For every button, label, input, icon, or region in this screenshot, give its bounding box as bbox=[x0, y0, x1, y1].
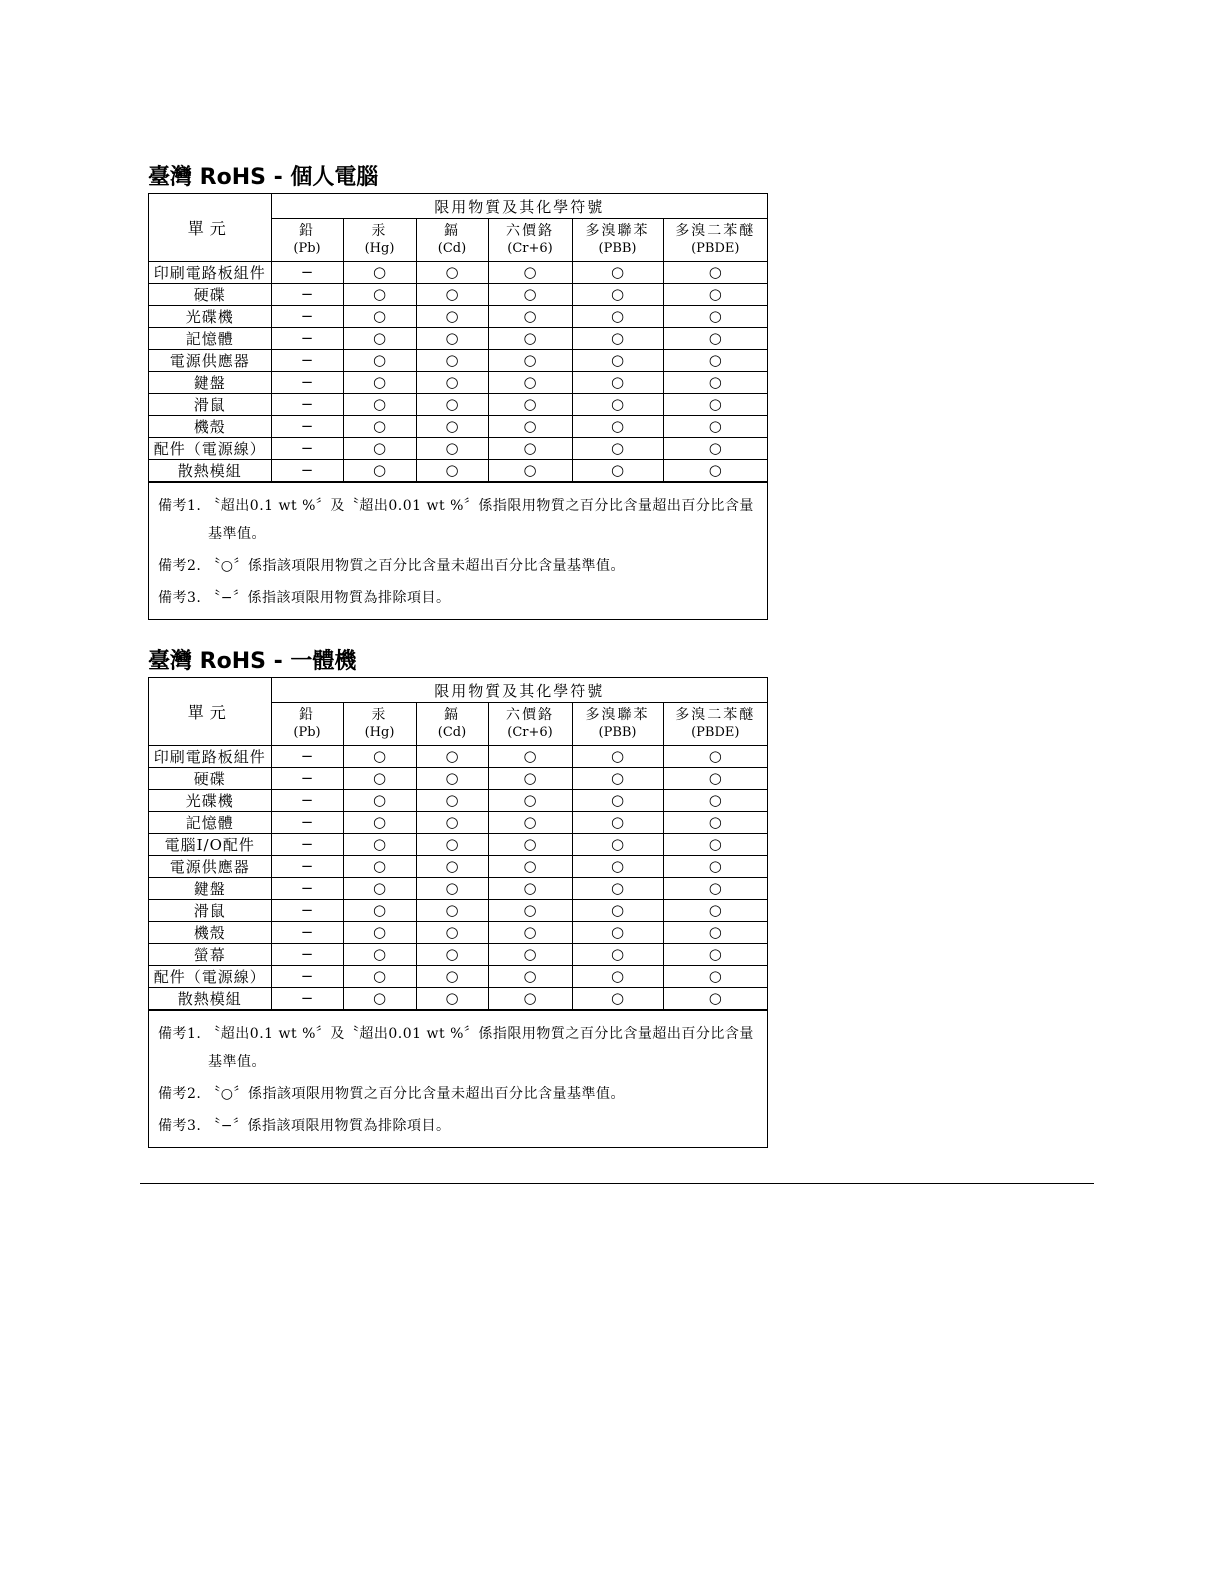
note-2: 備考2. 〝○〞係指該項限用物質之百分比含量未超出百分比含量基準值。 bbox=[158, 558, 626, 574]
substance-mark-cell: ○ bbox=[572, 394, 663, 416]
substance-mark-cell: ○ bbox=[343, 438, 416, 460]
component-cell: 印刷電路板組件 bbox=[149, 262, 271, 284]
substance-mark-cell: ○ bbox=[343, 856, 416, 878]
table-row bbox=[149, 878, 767, 900]
substance-mark-cell: ○ bbox=[663, 394, 767, 416]
substance-mark-cell: ○ bbox=[488, 790, 572, 812]
section-title: 臺灣 RoHS - 一體機 bbox=[148, 649, 357, 674]
component-cell: 螢幕 bbox=[149, 944, 271, 966]
component-cell: 配件（電源線） bbox=[149, 438, 271, 460]
substance-mark-cell: ○ bbox=[663, 328, 767, 350]
substance-mark-cell: ○ bbox=[572, 900, 663, 922]
substance-mark-cell: ○ bbox=[416, 922, 488, 944]
substance-mark-cell: ○ bbox=[343, 394, 416, 416]
substance-mark-cell: ○ bbox=[663, 988, 767, 1010]
note-1-text: 備考1. 〝超出0.1 wt %〞及〝超出0.01 wt %〞係指限用物質之百分比含量超出百分比含量 bbox=[158, 498, 754, 514]
component-cell: 硬碟 bbox=[149, 768, 271, 790]
table-row bbox=[149, 262, 767, 284]
table-row bbox=[149, 812, 767, 834]
substance-mark-cell: − bbox=[271, 878, 343, 900]
substance-mark-cell: ○ bbox=[488, 416, 572, 438]
substance-mark-cell: ○ bbox=[488, 438, 572, 460]
substance-name: 六價鉻 bbox=[506, 707, 554, 723]
component-cell: 散熱模組 bbox=[149, 988, 271, 1010]
substance-column-header bbox=[663, 703, 767, 746]
substance-mark-cell: ○ bbox=[488, 328, 572, 350]
component-cell: 散熱模組 bbox=[149, 460, 271, 482]
rohs-table bbox=[149, 678, 767, 1010]
substance-mark-cell: ○ bbox=[416, 856, 488, 878]
substance-mark-cell: ○ bbox=[343, 922, 416, 944]
substance-mark-cell: ○ bbox=[343, 944, 416, 966]
substance-mark-cell: ○ bbox=[572, 856, 663, 878]
substance-mark-cell: − bbox=[271, 372, 343, 394]
substance-mark-cell: − bbox=[271, 746, 343, 768]
substance-mark-cell: ○ bbox=[572, 834, 663, 856]
substance-mark-cell: ○ bbox=[416, 812, 488, 834]
substance-mark-cell: ○ bbox=[663, 306, 767, 328]
substance-symbol: (Cd) bbox=[437, 725, 467, 740]
substance-mark-cell: ○ bbox=[343, 746, 416, 768]
substance-symbol: (PBB) bbox=[598, 725, 637, 740]
substance-mark-cell: ○ bbox=[572, 306, 663, 328]
substance-column-header bbox=[343, 219, 416, 262]
table-row bbox=[149, 922, 767, 944]
substance-mark-cell: ○ bbox=[572, 878, 663, 900]
substance-name: 多溴二苯醚 bbox=[675, 223, 756, 239]
substance-mark-cell: ○ bbox=[343, 372, 416, 394]
substance-mark-cell: ○ bbox=[663, 746, 767, 768]
substance-mark-cell: ○ bbox=[488, 306, 572, 328]
substance-mark-cell: ○ bbox=[343, 900, 416, 922]
substance-mark-cell: ○ bbox=[416, 394, 488, 416]
component-cell: 電源供應器 bbox=[149, 350, 271, 372]
substance-mark-cell: ○ bbox=[488, 350, 572, 372]
substance-mark-cell: ○ bbox=[572, 790, 663, 812]
substance-column-header bbox=[572, 219, 663, 262]
substance-mark-cell: ○ bbox=[572, 284, 663, 306]
substance-mark-cell: ○ bbox=[572, 812, 663, 834]
substance-mark-cell: ○ bbox=[663, 790, 767, 812]
component-cell: 光碟機 bbox=[149, 790, 271, 812]
substance-mark-cell: ○ bbox=[343, 416, 416, 438]
substance-mark-cell: ○ bbox=[663, 856, 767, 878]
substance-symbol: (Pb) bbox=[293, 725, 321, 740]
substance-mark-cell: ○ bbox=[572, 438, 663, 460]
substance-mark-cell: ○ bbox=[488, 966, 572, 988]
substance-mark-cell: ○ bbox=[416, 900, 488, 922]
substance-mark-cell: ○ bbox=[663, 922, 767, 944]
substance-mark-cell: ○ bbox=[572, 922, 663, 944]
substance-mark-cell: ○ bbox=[663, 416, 767, 438]
component-cell: 鍵盤 bbox=[149, 372, 271, 394]
substance-mark-cell: − bbox=[271, 922, 343, 944]
substance-mark-cell: ○ bbox=[416, 460, 488, 482]
substance-mark-cell: − bbox=[271, 768, 343, 790]
component-cell: 印刷電路板組件 bbox=[149, 746, 271, 768]
substance-mark-cell: ○ bbox=[663, 768, 767, 790]
substance-column-header bbox=[416, 703, 488, 746]
component-cell: 配件（電源線） bbox=[149, 966, 271, 988]
substance-mark-cell: ○ bbox=[343, 790, 416, 812]
substance-mark-cell: ○ bbox=[488, 394, 572, 416]
substance-mark-cell: ○ bbox=[343, 768, 416, 790]
substance-mark-cell: ○ bbox=[488, 944, 572, 966]
table-row bbox=[149, 460, 767, 482]
table-row bbox=[149, 306, 767, 328]
substance-symbol: (Cd) bbox=[437, 241, 467, 256]
note-2: 備考2. 〝○〞係指該項限用物質之百分比含量未超出百分比含量基準值。 bbox=[158, 1086, 626, 1102]
unit-header: 單元 bbox=[149, 194, 271, 262]
substance-column-header bbox=[663, 219, 767, 262]
table-row bbox=[149, 328, 767, 350]
substance-mark-cell: ○ bbox=[343, 988, 416, 1010]
substance-mark-cell: ○ bbox=[572, 262, 663, 284]
substance-symbol: (PBDE) bbox=[691, 725, 740, 740]
table-row bbox=[149, 284, 767, 306]
substance-mark-cell: ○ bbox=[663, 834, 767, 856]
substance-mark-cell: ○ bbox=[343, 834, 416, 856]
substance-mark-cell: ○ bbox=[572, 988, 663, 1010]
section-title: 臺灣 RoHS - 個人電腦 bbox=[148, 165, 379, 190]
substance-mark-cell: − bbox=[271, 284, 343, 306]
substance-mark-cell: ○ bbox=[663, 460, 767, 482]
rohs-table-box bbox=[148, 193, 768, 620]
substance-mark-cell: − bbox=[271, 306, 343, 328]
note-1-continued: 基準值。 bbox=[208, 1054, 266, 1070]
component-cell: 鍵盤 bbox=[149, 878, 271, 900]
note-3: 備考3. 〝−〞係指該項限用物質為排除項目。 bbox=[158, 590, 451, 606]
substance-mark-cell: ○ bbox=[572, 746, 663, 768]
substance-group-header: 限用物質及其化學符號 bbox=[271, 678, 767, 703]
substance-mark-cell: ○ bbox=[343, 306, 416, 328]
component-cell: 滑鼠 bbox=[149, 900, 271, 922]
note-1 bbox=[158, 497, 759, 543]
substance-mark-cell: − bbox=[271, 438, 343, 460]
substance-mark-cell: − bbox=[271, 416, 343, 438]
table-row bbox=[149, 438, 767, 460]
substance-mark-cell: ○ bbox=[572, 416, 663, 438]
substance-symbol: (Hg) bbox=[364, 725, 395, 740]
substance-mark-cell: ○ bbox=[663, 262, 767, 284]
substance-name: 鉛 bbox=[299, 223, 315, 239]
note-1-text: 備考1. 〝超出0.1 wt %〞及〝超出0.01 wt %〞係指限用物質之百分比含量超出百分比含量 bbox=[158, 1026, 754, 1042]
note-1-continued: 基準值。 bbox=[208, 526, 266, 542]
substance-name: 多溴聯苯 bbox=[585, 223, 650, 239]
table-row bbox=[149, 856, 767, 878]
substance-mark-cell: − bbox=[271, 350, 343, 372]
substance-symbol: (Hg) bbox=[364, 241, 395, 256]
substance-column-header bbox=[343, 703, 416, 746]
substance-mark-cell: ○ bbox=[343, 966, 416, 988]
substance-mark-cell: ○ bbox=[663, 878, 767, 900]
substance-mark-cell: ○ bbox=[488, 768, 572, 790]
substance-mark-cell: ○ bbox=[416, 328, 488, 350]
substance-mark-cell: ○ bbox=[416, 438, 488, 460]
substance-mark-cell: ○ bbox=[572, 460, 663, 482]
substance-column-header bbox=[572, 703, 663, 746]
substance-name: 鎘 bbox=[444, 707, 460, 723]
substance-column-header bbox=[271, 219, 343, 262]
substance-mark-cell: ○ bbox=[343, 284, 416, 306]
substance-mark-cell: ○ bbox=[572, 768, 663, 790]
substance-mark-cell: ○ bbox=[416, 878, 488, 900]
substance-mark-cell: ○ bbox=[416, 416, 488, 438]
substance-mark-cell: ○ bbox=[572, 372, 663, 394]
substance-mark-cell: ○ bbox=[343, 350, 416, 372]
substance-name: 多溴聯苯 bbox=[585, 707, 650, 723]
substance-mark-cell: ○ bbox=[663, 812, 767, 834]
substance-mark-cell: ○ bbox=[488, 922, 572, 944]
component-cell: 機殼 bbox=[149, 416, 271, 438]
substance-symbol: (Cr+6) bbox=[507, 725, 553, 740]
substance-mark-cell: ○ bbox=[488, 834, 572, 856]
notes-block bbox=[149, 1010, 767, 1147]
substance-name: 鎘 bbox=[444, 223, 460, 239]
table-row bbox=[149, 966, 767, 988]
substance-mark-cell: ○ bbox=[416, 790, 488, 812]
substance-mark-cell: ○ bbox=[416, 944, 488, 966]
substance-mark-cell: ○ bbox=[663, 438, 767, 460]
substance-mark-cell: ○ bbox=[663, 966, 767, 988]
component-cell: 電腦I/O配件 bbox=[149, 834, 271, 856]
substance-mark-cell: ○ bbox=[416, 350, 488, 372]
substance-mark-cell: ○ bbox=[488, 262, 572, 284]
substance-mark-cell: − bbox=[271, 262, 343, 284]
substance-column-header bbox=[488, 703, 572, 746]
note-1 bbox=[158, 1025, 759, 1071]
substance-mark-cell: ○ bbox=[343, 328, 416, 350]
table-body bbox=[149, 262, 767, 482]
substance-mark-cell: ○ bbox=[488, 856, 572, 878]
substance-mark-cell: − bbox=[271, 394, 343, 416]
substance-mark-cell: − bbox=[271, 460, 343, 482]
table-row bbox=[149, 372, 767, 394]
substance-mark-cell: − bbox=[271, 834, 343, 856]
substance-symbol: (Pb) bbox=[293, 241, 321, 256]
substance-mark-cell: − bbox=[271, 328, 343, 350]
substance-column-header bbox=[488, 219, 572, 262]
rohs-section-pc bbox=[148, 163, 768, 620]
substance-mark-cell: ○ bbox=[416, 834, 488, 856]
substance-group-header: 限用物質及其化學符號 bbox=[271, 194, 767, 219]
table-row bbox=[149, 416, 767, 438]
component-cell: 記憶體 bbox=[149, 812, 271, 834]
substance-mark-cell: ○ bbox=[572, 350, 663, 372]
substance-mark-cell: ○ bbox=[343, 460, 416, 482]
substance-mark-cell: − bbox=[271, 856, 343, 878]
table-row bbox=[149, 768, 767, 790]
table-row bbox=[149, 834, 767, 856]
unit-header: 單元 bbox=[149, 678, 271, 746]
table-row bbox=[149, 394, 767, 416]
substance-mark-cell: − bbox=[271, 944, 343, 966]
substance-mark-cell: ○ bbox=[663, 284, 767, 306]
component-cell: 機殼 bbox=[149, 922, 271, 944]
substance-mark-cell: ○ bbox=[343, 878, 416, 900]
substance-mark-cell: ○ bbox=[488, 372, 572, 394]
substance-mark-cell: ○ bbox=[416, 306, 488, 328]
component-cell: 滑鼠 bbox=[149, 394, 271, 416]
substance-name: 多溴二苯醚 bbox=[675, 707, 756, 723]
table-row bbox=[149, 790, 767, 812]
substance-mark-cell: ○ bbox=[488, 746, 572, 768]
substance-mark-cell: − bbox=[271, 966, 343, 988]
substance-mark-cell: ○ bbox=[416, 768, 488, 790]
table-body bbox=[149, 746, 767, 1010]
substance-mark-cell: − bbox=[271, 790, 343, 812]
substance-mark-cell: ○ bbox=[416, 746, 488, 768]
substance-mark-cell: ○ bbox=[663, 944, 767, 966]
substance-mark-cell: ○ bbox=[488, 878, 572, 900]
substance-mark-cell: ○ bbox=[488, 988, 572, 1010]
substance-mark-cell: ○ bbox=[343, 262, 416, 284]
substance-name: 六價鉻 bbox=[506, 223, 554, 239]
component-cell: 電源供應器 bbox=[149, 856, 271, 878]
substance-mark-cell: ○ bbox=[572, 944, 663, 966]
substance-mark-cell: − bbox=[271, 812, 343, 834]
table-row bbox=[149, 746, 767, 768]
substance-name: 汞 bbox=[371, 707, 388, 723]
substance-mark-cell: ○ bbox=[488, 900, 572, 922]
note-3: 備考3. 〝−〞係指該項限用物質為排除項目。 bbox=[158, 1118, 451, 1134]
substance-mark-cell: ○ bbox=[488, 812, 572, 834]
table-row bbox=[149, 944, 767, 966]
component-cell: 記憶體 bbox=[149, 328, 271, 350]
substance-symbol: (Cr+6) bbox=[507, 241, 553, 256]
substance-column-header bbox=[416, 219, 488, 262]
rohs-table bbox=[149, 194, 767, 482]
substance-mark-cell: ○ bbox=[343, 812, 416, 834]
rohs-table-box bbox=[148, 677, 768, 1148]
substance-mark-cell: ○ bbox=[572, 328, 663, 350]
horizontal-divider bbox=[140, 1183, 1094, 1184]
substance-mark-cell: ○ bbox=[663, 372, 767, 394]
substance-mark-cell: ○ bbox=[663, 900, 767, 922]
notes-block bbox=[149, 482, 767, 619]
substance-mark-cell: ○ bbox=[488, 460, 572, 482]
rohs-section-aio bbox=[148, 647, 768, 1148]
substance-mark-cell: − bbox=[271, 988, 343, 1010]
table-row bbox=[149, 900, 767, 922]
table-row bbox=[149, 988, 767, 1010]
substance-mark-cell: ○ bbox=[416, 372, 488, 394]
table-row bbox=[149, 350, 767, 372]
substance-mark-cell: − bbox=[271, 900, 343, 922]
substance-symbol: (PBDE) bbox=[691, 241, 740, 256]
substance-mark-cell: ○ bbox=[416, 966, 488, 988]
component-cell: 硬碟 bbox=[149, 284, 271, 306]
substance-name: 汞 bbox=[371, 223, 388, 239]
component-cell: 光碟機 bbox=[149, 306, 271, 328]
substance-mark-cell: ○ bbox=[663, 350, 767, 372]
substance-mark-cell: ○ bbox=[416, 988, 488, 1010]
substance-symbol: (PBB) bbox=[598, 241, 637, 256]
substance-mark-cell: ○ bbox=[416, 284, 488, 306]
substance-name: 鉛 bbox=[299, 707, 315, 723]
substance-mark-cell: ○ bbox=[572, 966, 663, 988]
substance-mark-cell: ○ bbox=[416, 262, 488, 284]
substance-mark-cell: ○ bbox=[488, 284, 572, 306]
substance-column-header bbox=[271, 703, 343, 746]
